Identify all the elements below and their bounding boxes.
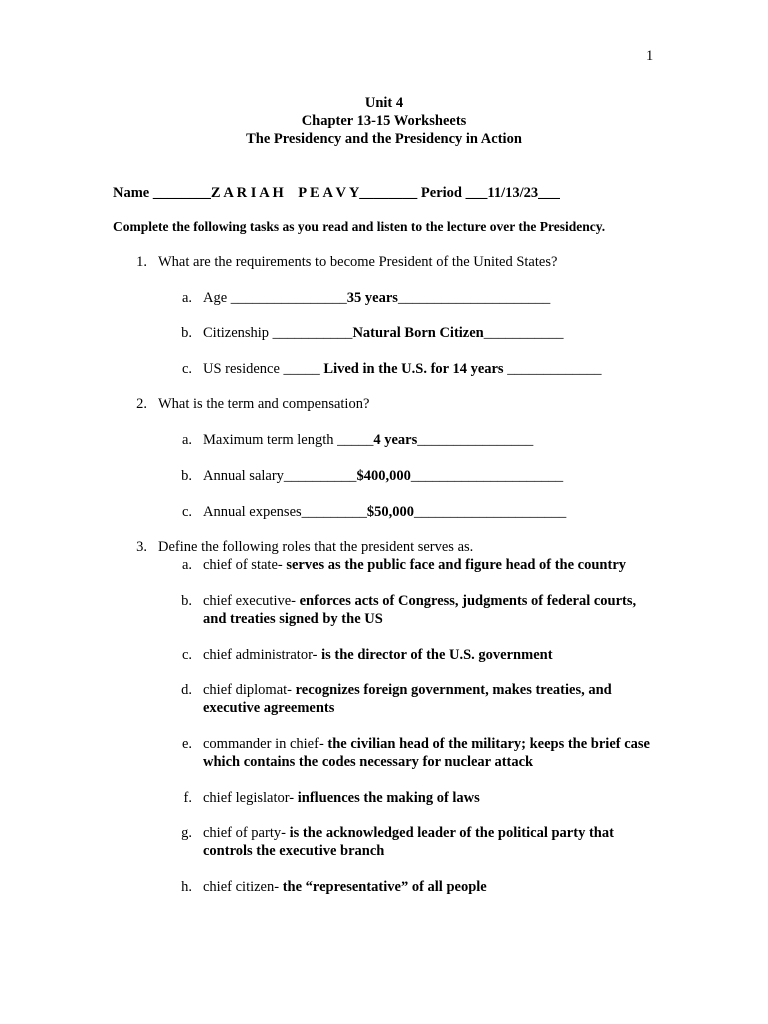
role-d: chief diplomat- recognizes foreign government, makes treaties, and executive agreements [203, 682, 612, 716]
q1-item-a-letter: a. [181, 290, 192, 306]
name-label: Name [113, 185, 150, 201]
q1-item-c-letter: c. [181, 361, 192, 377]
role-b-letter: b. [181, 593, 192, 609]
period-value: ___11/13/23___ [465, 185, 560, 201]
role-h: chief citizen- the “representative” of all people [203, 879, 487, 895]
q2-item-a-letter: a. [181, 432, 192, 448]
role-g-answer: is the acknowledged leader of the political party that controls the executive branch [203, 825, 614, 859]
role-e-answer: the civilian head of the military; keeps the brief case which contains the codes necessary for nuclear attack [203, 736, 650, 770]
question-3-text: Define the following roles that the president serves as. [158, 539, 474, 555]
role-b: chief executive- enforces acts of Congress, judgments of federal courts, and treaties signed by the US [203, 593, 637, 627]
name-value: ________Z A R I A H P E A V Y________ [152, 185, 418, 201]
q1-item-a-answer: 35 years [346, 290, 398, 306]
role-g-letter: g. [181, 825, 192, 841]
chapter-title: Chapter 13-15 Worksheets [301, 113, 467, 129]
q2-item-a-answer: 4 years [373, 432, 418, 448]
role-e: commander in chief- the civilian head of the military; keeps the brief case which contains the codes necessary for nuclear attack [203, 736, 650, 770]
q2-item-b: Annual salary__________$400,000_____________________ [203, 468, 564, 484]
q2-item-c: Annual expenses_________$50,000_____________________ [203, 504, 567, 520]
q1-item-c-answer: Lived in the U.S. for 14 years [323, 361, 504, 377]
q2-item-c-answer: $50,000 [366, 504, 415, 520]
role-a-answer: serves as the public face and figure head of the country [286, 557, 627, 573]
instructions: Complete the following tasks as you read and listen to the lecture over the Presidency. [113, 219, 606, 234]
role-g: chief of party- is the acknowledged leader of the political party that controls the executive branch [203, 825, 614, 859]
role-a: chief of state- serves as the public face and figure head of the country [203, 557, 627, 573]
name-line [113, 184, 560, 202]
q2-item-b-answer: $400,000 [356, 468, 411, 484]
role-f-letter: f. [183, 790, 192, 806]
question-2-number: 2. [136, 396, 147, 412]
q1-item-b: Citizenship ___________Natural Born Citizen___________ [203, 325, 564, 341]
role-h-letter: h. [181, 879, 192, 895]
q2-item-c-letter: c. [181, 504, 192, 520]
q1-item-c: US residence _____ Lived in the U.S. for 14 years _____________ [203, 361, 602, 377]
unit-title: Unit 4 [364, 95, 404, 111]
role-f-answer: influences the making of laws [297, 790, 480, 806]
period-label: Period [420, 185, 462, 201]
page-number: 1 [646, 48, 654, 64]
q2-item-a: Maximum term length _____4 years________________ [203, 432, 534, 448]
question-2-text: What is the term and compensation? [158, 396, 370, 412]
q2-item-b-letter: b. [181, 468, 192, 484]
q1-item-a: Age ________________35 years_____________________ [203, 290, 551, 306]
role-c-letter: c. [181, 647, 192, 663]
worksheet-subtitle: The Presidency and the Presidency in Action [246, 131, 522, 147]
role-c: chief administrator- is the director of the U.S. government [203, 647, 553, 663]
role-h-answer: the “representative” of all people [282, 879, 487, 895]
role-d-answer: recognizes foreign government, makes treaties, and executive agreements [203, 682, 612, 716]
question-3-number: 3. [136, 539, 147, 555]
role-c-answer: is the director of the U.S. government [321, 647, 553, 663]
question-1-number: 1. [136, 254, 147, 270]
role-f: chief legislator- influences the making of laws [203, 790, 480, 806]
q1-item-b-answer: Natural Born Citizen [352, 325, 484, 341]
role-d-letter: d. [181, 682, 192, 698]
role-b-answer: enforces acts of Congress, judgments of federal courts, and treaties signed by the US [203, 593, 637, 627]
role-a-letter: a. [181, 557, 192, 573]
role-e-letter: e. [181, 736, 192, 752]
question-1-text: What are the requirements to become President of the United States? [158, 254, 558, 270]
q1-item-b-letter: b. [181, 325, 192, 341]
